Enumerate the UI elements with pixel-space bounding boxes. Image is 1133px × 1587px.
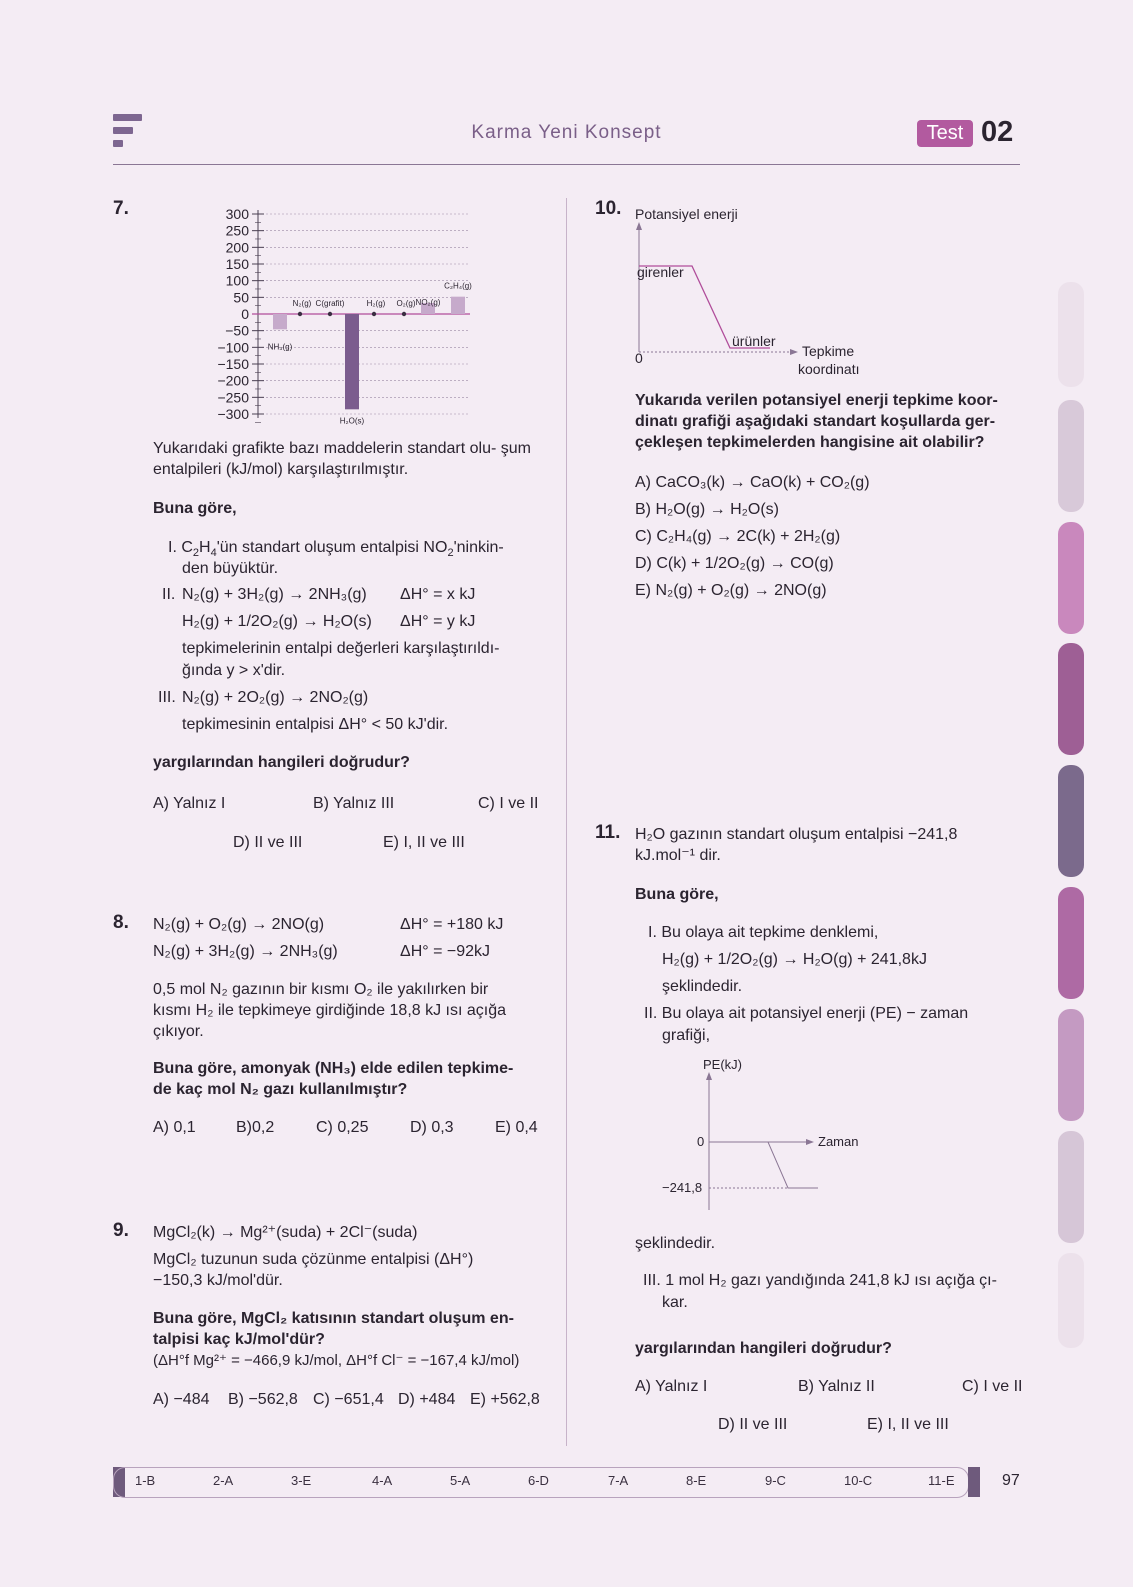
side-tab-3 xyxy=(1058,522,1084,634)
q11-s1-line3: şeklindedir. xyxy=(662,978,743,995)
q10-option-b[interactable]: B) H₂O(g) → H₂O(s) xyxy=(635,501,779,518)
data-point-5 xyxy=(402,312,406,316)
y-tick-label: 0 xyxy=(241,306,249,322)
q10-reactants-label: girenler xyxy=(637,264,684,280)
column-divider xyxy=(566,198,567,1446)
q11-s1-reaction: H₂(g) + 1/2O₂(g) → H₂O(g) + 241,8kJ xyxy=(662,951,927,968)
q10-energy-diagram xyxy=(630,222,830,362)
q10-option-e[interactable]: E) N₂(g) + O₂(g) → 2NO(g) xyxy=(635,582,827,599)
q10-option-d[interactable]: D) C(k) + 1/2O₂(g) → CO(g) xyxy=(635,555,834,572)
q7-statement-3-label: III. xyxy=(158,689,176,706)
q7-option-e[interactable]: E) I, II ve III xyxy=(383,834,465,851)
category-label: H₂(g) xyxy=(366,299,386,308)
y-tick-label: 100 xyxy=(225,272,249,289)
test-number: 02 xyxy=(981,116,1014,148)
q7-enthalpy-chart xyxy=(200,200,490,430)
header-rule xyxy=(113,164,1020,165)
footer-right-marker xyxy=(968,1467,980,1497)
q7-statement-1: I. $C_2H_4'ün$ standart oluşum entalpisi $NO_2'ninkin-$ den büyüktür. xyxy=(168,539,504,577)
answer-key-item: 7-A xyxy=(608,1473,629,1488)
category-label: C₂H₄(g) xyxy=(444,281,472,291)
category-label: N₂(g) xyxy=(292,299,312,308)
q11-graph-value: −241,8 xyxy=(662,1180,703,1195)
q9-number: 9. xyxy=(113,1220,129,1241)
q11-s2-line1: II. Bu olaya ait potansiyel enerji (PE) − zaman xyxy=(644,1005,969,1022)
y-tick-label: −300 xyxy=(217,406,249,422)
q7-s2-reaction-1: N₂(g) + 3H₂(g) → 2NH₃(g) xyxy=(182,586,367,603)
answer-key-item: 5-A xyxy=(450,1473,471,1488)
category-label: H₂O(s) xyxy=(339,416,365,426)
data-bar-0 xyxy=(273,314,287,329)
q9-option-d[interactable]: D) +484 xyxy=(398,1391,456,1408)
q7-option-a[interactable]: A) Yalnız I xyxy=(153,795,226,812)
data-point-2 xyxy=(328,312,332,316)
y-tick-label: 250 xyxy=(225,222,249,239)
q11-option-d[interactable]: D) II ve III xyxy=(718,1416,788,1433)
q7-statement-2-label: II. xyxy=(162,586,176,603)
q11-graph-y-label: PE(kJ) xyxy=(703,1057,742,1072)
q8-option-b[interactable]: B)0,2 xyxy=(236,1119,275,1136)
y-tick-label: 300 xyxy=(225,206,249,222)
y-tick-label: −50 xyxy=(225,322,249,339)
y-tick-label: −100 xyxy=(217,339,249,356)
y-tick-label: −200 xyxy=(217,372,249,389)
q8-option-a[interactable]: A) 0,1 xyxy=(153,1119,196,1136)
q8-question: Buna göre, amonyak (NH₃) elde edilen tepkime- de kaç mol N₂ gazı kullanılmıştır? xyxy=(153,1060,514,1098)
q7-option-b[interactable]: B) Yalnız III xyxy=(313,795,395,812)
q10-x-label-1: Tepkime xyxy=(802,343,855,359)
q11-s2-line3: şeklindedir. xyxy=(635,1235,716,1252)
q11-graph-zero: 0 xyxy=(697,1134,705,1149)
q8-reaction-1: N₂(g) + O₂(g) → 2NO(g) xyxy=(153,916,325,933)
y-tick-label: −250 xyxy=(217,389,249,406)
y-tick-label: 50 xyxy=(233,289,249,306)
y-tick-label: 200 xyxy=(225,239,249,256)
answer-key-item: 3-E xyxy=(291,1473,312,1488)
q10-zero-label: 0 xyxy=(635,350,643,366)
q7-s2-text-1: tepkimelerinin entalpi değerleri karşılaştırıldı- xyxy=(182,640,500,657)
q8-option-d[interactable]: D) 0,3 xyxy=(410,1119,454,1136)
y-tick-label: 150 xyxy=(225,256,249,272)
answer-key-item: 1-B xyxy=(135,1473,156,1488)
answer-key-item: 4-A xyxy=(372,1473,393,1488)
q7-number: 7. xyxy=(113,198,129,219)
answer-key-item: 8-E xyxy=(686,1473,707,1488)
q8-option-e[interactable]: E) 0,4 xyxy=(495,1119,538,1136)
q7-s3-reaction: N₂(g) + 2O₂(g) → 2NO₂(g) xyxy=(182,689,369,706)
q8-dh-2: ΔH° = −92kJ xyxy=(400,943,491,960)
q8-paragraph: 0,5 mol N₂ gazının bir kısmı O₂ ile yakılırken bir kısmı H₂ ile tepkimeye girdiğinde 18,8 kJ ısı açığa çıkıyor. xyxy=(153,981,507,1040)
side-tab-9 xyxy=(1058,1253,1084,1348)
answer-key-item: 9-C xyxy=(765,1473,786,1488)
side-tab-8 xyxy=(1058,1131,1084,1243)
q11-s2-line2: grafiği, xyxy=(662,1027,711,1044)
category-label: C(grafit) xyxy=(315,299,345,308)
answer-key-item: 11-E xyxy=(928,1473,955,1488)
side-tab-1 xyxy=(1058,282,1084,387)
q9-given: (ΔH°f Mg²⁺ = −466,9 kJ/mol, ΔH°f Cl⁻ = −167,4 kJ/mol) xyxy=(153,1352,520,1369)
q9-option-a[interactable]: A) −484 xyxy=(153,1391,210,1408)
test-badge: Test xyxy=(917,120,973,147)
q7-option-d[interactable]: D) II ve III xyxy=(233,834,303,851)
q10-products-label: ürünler xyxy=(732,333,776,349)
q11-option-a[interactable]: A) Yalnız I xyxy=(635,1378,708,1395)
q7-s2-dh-2: ΔH° = y kJ xyxy=(400,613,476,630)
q9-paragraph: MgCl₂ tuzunun suda çözünme entalpisi (ΔH°) −150,3 kJ/mol'dür. xyxy=(153,1251,474,1289)
page-number: 97 xyxy=(1002,1472,1020,1489)
q9-question: Buna göre, MgCl₂ katısının standart oluşum en- talpisi kaç kJ/mol'dür? xyxy=(153,1310,514,1348)
q11-pe-time-graph xyxy=(690,1070,820,1215)
q11-s3-line1: III. 1 mol H₂ gazı yandığında 241,8 kJ ısı açığa çı- xyxy=(643,1272,997,1289)
category-label: O₂(g) xyxy=(396,299,416,308)
q11-question: yargılarından hangileri doğrudur? xyxy=(635,1340,892,1357)
q11-s3-line2: kar. xyxy=(662,1294,688,1311)
category-label: NO₂(g) xyxy=(415,298,441,307)
side-tab-6 xyxy=(1058,887,1084,999)
header-title: Karma Yeni Konsept xyxy=(471,122,662,143)
q11-s1-line1: I. Bu olaya ait tepkime denklemi, xyxy=(648,924,879,941)
q7-intro: Yukarıdaki grafikte bazı maddelerin standart olu- şum entalpileri (kJ/mol) karşılaştırılmıştır. xyxy=(153,440,531,478)
q11-option-b[interactable]: B) Yalnız II xyxy=(798,1378,875,1395)
side-tab-5 xyxy=(1058,765,1084,877)
side-tab-7 xyxy=(1058,1009,1084,1121)
q10-option-c[interactable]: C) C₂H₄(g) → 2C(k) + 2H₂(g) xyxy=(635,528,841,545)
q7-question: yargılarından hangileri doğrudur? xyxy=(153,754,410,771)
side-tab-4 xyxy=(1058,643,1084,755)
q11-buna-gore: Buna göre, xyxy=(635,886,719,903)
q7-s3-text: tepkimesinin entalpisi ΔH° < 50 kJ'dir. xyxy=(182,716,449,733)
side-tab-2 xyxy=(1058,400,1084,512)
q9-option-c[interactable]: C) −651,4 xyxy=(313,1391,384,1408)
q10-x-label-2: koordinatı xyxy=(798,361,860,377)
q7-s2-text-2: ğında y > x'dir. xyxy=(182,662,286,679)
q11-option-e[interactable]: E) I, II ve III xyxy=(867,1416,949,1433)
answer-key-item: 10-C xyxy=(844,1473,873,1488)
q10-number: 10. xyxy=(595,198,622,219)
q11-option-c[interactable]: C) I ve II xyxy=(962,1378,1023,1395)
q8-dh-1: ΔH° = +180 kJ xyxy=(400,916,504,933)
q8-option-c[interactable]: C) 0,25 xyxy=(316,1119,369,1136)
data-bar-3 xyxy=(345,314,359,409)
q10-option-a[interactable]: A) CaCO₃(k) → CaO(k) + CO₂(g) xyxy=(635,474,870,491)
q11-number: 11. xyxy=(595,822,621,843)
data-point-4 xyxy=(372,312,376,316)
q11-paragraph: H₂O gazının standart oluşum entalpisi −241,8 kJ.mol⁻¹ dir. xyxy=(635,826,958,864)
y-tick-label: −150 xyxy=(217,356,249,372)
q9-reaction: MgCl₂(k) → Mg²⁺(suda) + 2Cl⁻(suda) xyxy=(153,1224,418,1241)
q9-option-e[interactable]: E) +562,8 xyxy=(470,1391,540,1408)
answer-key-item: 6-D xyxy=(528,1473,549,1488)
q8-reaction-2: N₂(g) + 3H₂(g) → 2NH₃(g) xyxy=(153,943,338,960)
category-label: NH₃(g) xyxy=(267,342,293,352)
data-point-1 xyxy=(298,312,302,316)
q7-option-c[interactable]: C) I ve II xyxy=(478,795,539,812)
q8-number: 8. xyxy=(113,912,129,933)
q10-question: Yukarıda verilen potansiyel enerji tepkime koor- dinatı grafiği aşağıdaki standart koşullarda ger- çekleşen tepkimelerden hangisine ait olabilir? xyxy=(635,392,998,451)
q7-s2-reaction-2: H₂(g) + 1/2O₂(g) → H₂O(s) xyxy=(182,613,372,630)
q7-s2-dh-1: ΔH° = x kJ xyxy=(400,586,476,603)
data-bar-7 xyxy=(451,297,465,314)
q11-graph-x-label: Zaman xyxy=(818,1134,859,1149)
q9-option-b[interactable]: B) −562,8 xyxy=(228,1391,298,1408)
q7-buna-gore: Buna göre, xyxy=(153,500,237,517)
q10-y-label: Potansiyel enerji xyxy=(635,206,738,222)
answer-key-item: 2-A xyxy=(213,1473,234,1488)
